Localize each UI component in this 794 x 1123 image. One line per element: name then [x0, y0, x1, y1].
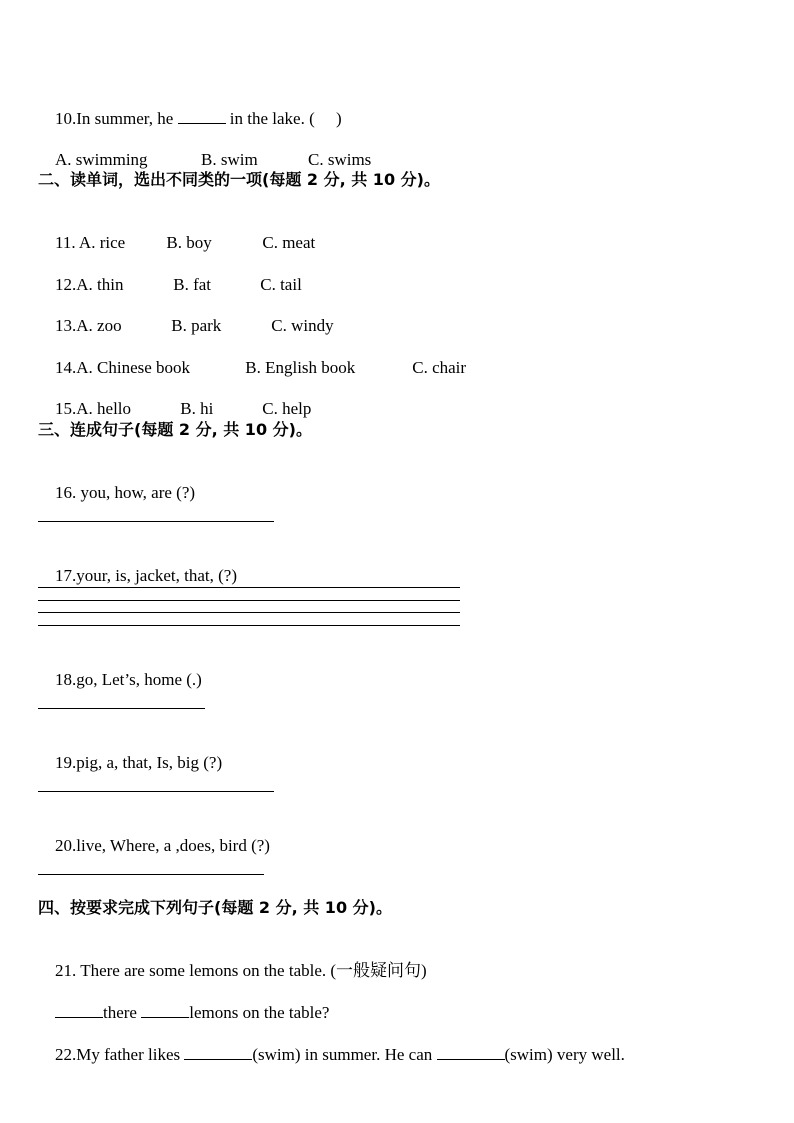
- option-a[interactable]: A. thin: [76, 275, 124, 294]
- answer-line[interactable]: [38, 708, 205, 709]
- option-b[interactable]: B. boy: [166, 233, 212, 252]
- question-text: your, is, jacket, that, (?): [76, 566, 238, 585]
- option-b[interactable]: B. fat: [173, 275, 212, 294]
- question-22: [38, 1024, 625, 1085]
- answer-blank[interactable]: [437, 1044, 505, 1060]
- question-text: pig, a, that, Is, big (?): [76, 753, 223, 772]
- question-number: 17.: [55, 566, 77, 585]
- option-c[interactable]: C. swims: [308, 150, 372, 169]
- answer-line[interactable]: [38, 874, 264, 875]
- question-text: . you, how, are (?): [72, 483, 196, 502]
- section-heading-3: 三、连成句子(每题 2 分, 共 10 分)。: [38, 420, 312, 439]
- option-c[interactable]: C. tail: [260, 275, 302, 294]
- question-text: in the lake. ( ): [229, 109, 342, 128]
- option-b[interactable]: B. English book: [245, 358, 356, 377]
- question-number: 19.: [55, 753, 77, 772]
- option-b[interactable]: B. swim: [201, 150, 258, 169]
- option-b[interactable]: B. park: [171, 316, 222, 335]
- question-number: 12.: [55, 275, 77, 294]
- question-text: (swim) in summer. He can: [252, 1045, 437, 1064]
- question-number: 11: [55, 233, 72, 252]
- question-number: 18.: [55, 670, 77, 689]
- question-text: live, Where, a ,does, bird (?): [76, 836, 270, 855]
- answer-line[interactable]: [38, 625, 460, 626]
- answer-line[interactable]: [38, 587, 460, 588]
- question-number: 20.: [55, 836, 77, 855]
- option-a[interactable]: A. swimming: [55, 150, 148, 169]
- section-heading-4: 四、按要求完成下列句子(每题 2 分, 共 10 分)。: [38, 898, 392, 917]
- question-number: 15.: [55, 399, 77, 418]
- question-20: [38, 816, 270, 876]
- option-c[interactable]: C. windy: [271, 316, 334, 335]
- option-c[interactable]: C. meat: [262, 233, 316, 252]
- question-number: 22.: [55, 1045, 77, 1064]
- answer-line[interactable]: [38, 521, 274, 522]
- question-18: [38, 650, 202, 710]
- answer-text: lemons on the table?: [189, 1003, 330, 1022]
- question-text: My father likes: [76, 1045, 185, 1064]
- answer-line[interactable]: [38, 600, 460, 601]
- question-number: 16: [55, 483, 72, 502]
- question-text: . There are some lemons on the table. (一般疑问句): [72, 961, 427, 980]
- answer-line[interactable]: [38, 612, 460, 613]
- option-a[interactable]: A. hello: [76, 399, 132, 418]
- question-text: (swim) very well.: [504, 1045, 625, 1064]
- option-c[interactable]: C. chair: [412, 358, 467, 377]
- question-number: 21: [55, 961, 72, 980]
- answer-text: there: [103, 1003, 142, 1022]
- answer-blank[interactable]: [141, 1002, 189, 1018]
- question-text: go, Let’s, home (.): [76, 670, 202, 689]
- answer-line[interactable]: [38, 791, 274, 792]
- section-heading-2: 二、读单词，选出不同类的一项(每题 2 分, 共 10 分)。: [38, 170, 440, 189]
- question-number: 10.: [55, 109, 77, 128]
- question-number: 14.: [55, 358, 77, 377]
- option-b[interactable]: B. hi: [180, 399, 214, 418]
- answer-blank[interactable]: [184, 1044, 252, 1060]
- question-text: In summer, he: [76, 109, 178, 128]
- question-16: [38, 463, 195, 523]
- option-a[interactable]: A. zoo: [76, 316, 122, 335]
- answer-blank[interactable]: [178, 108, 226, 124]
- question-number: 13.: [55, 316, 77, 335]
- answer-blank[interactable]: [55, 1002, 103, 1018]
- option-a[interactable]: A. Chinese book: [76, 358, 191, 377]
- option-a[interactable]: . A. rice: [71, 233, 126, 252]
- question-17: [38, 546, 237, 606]
- option-c[interactable]: C. help: [262, 399, 312, 418]
- question-19: [38, 733, 222, 793]
